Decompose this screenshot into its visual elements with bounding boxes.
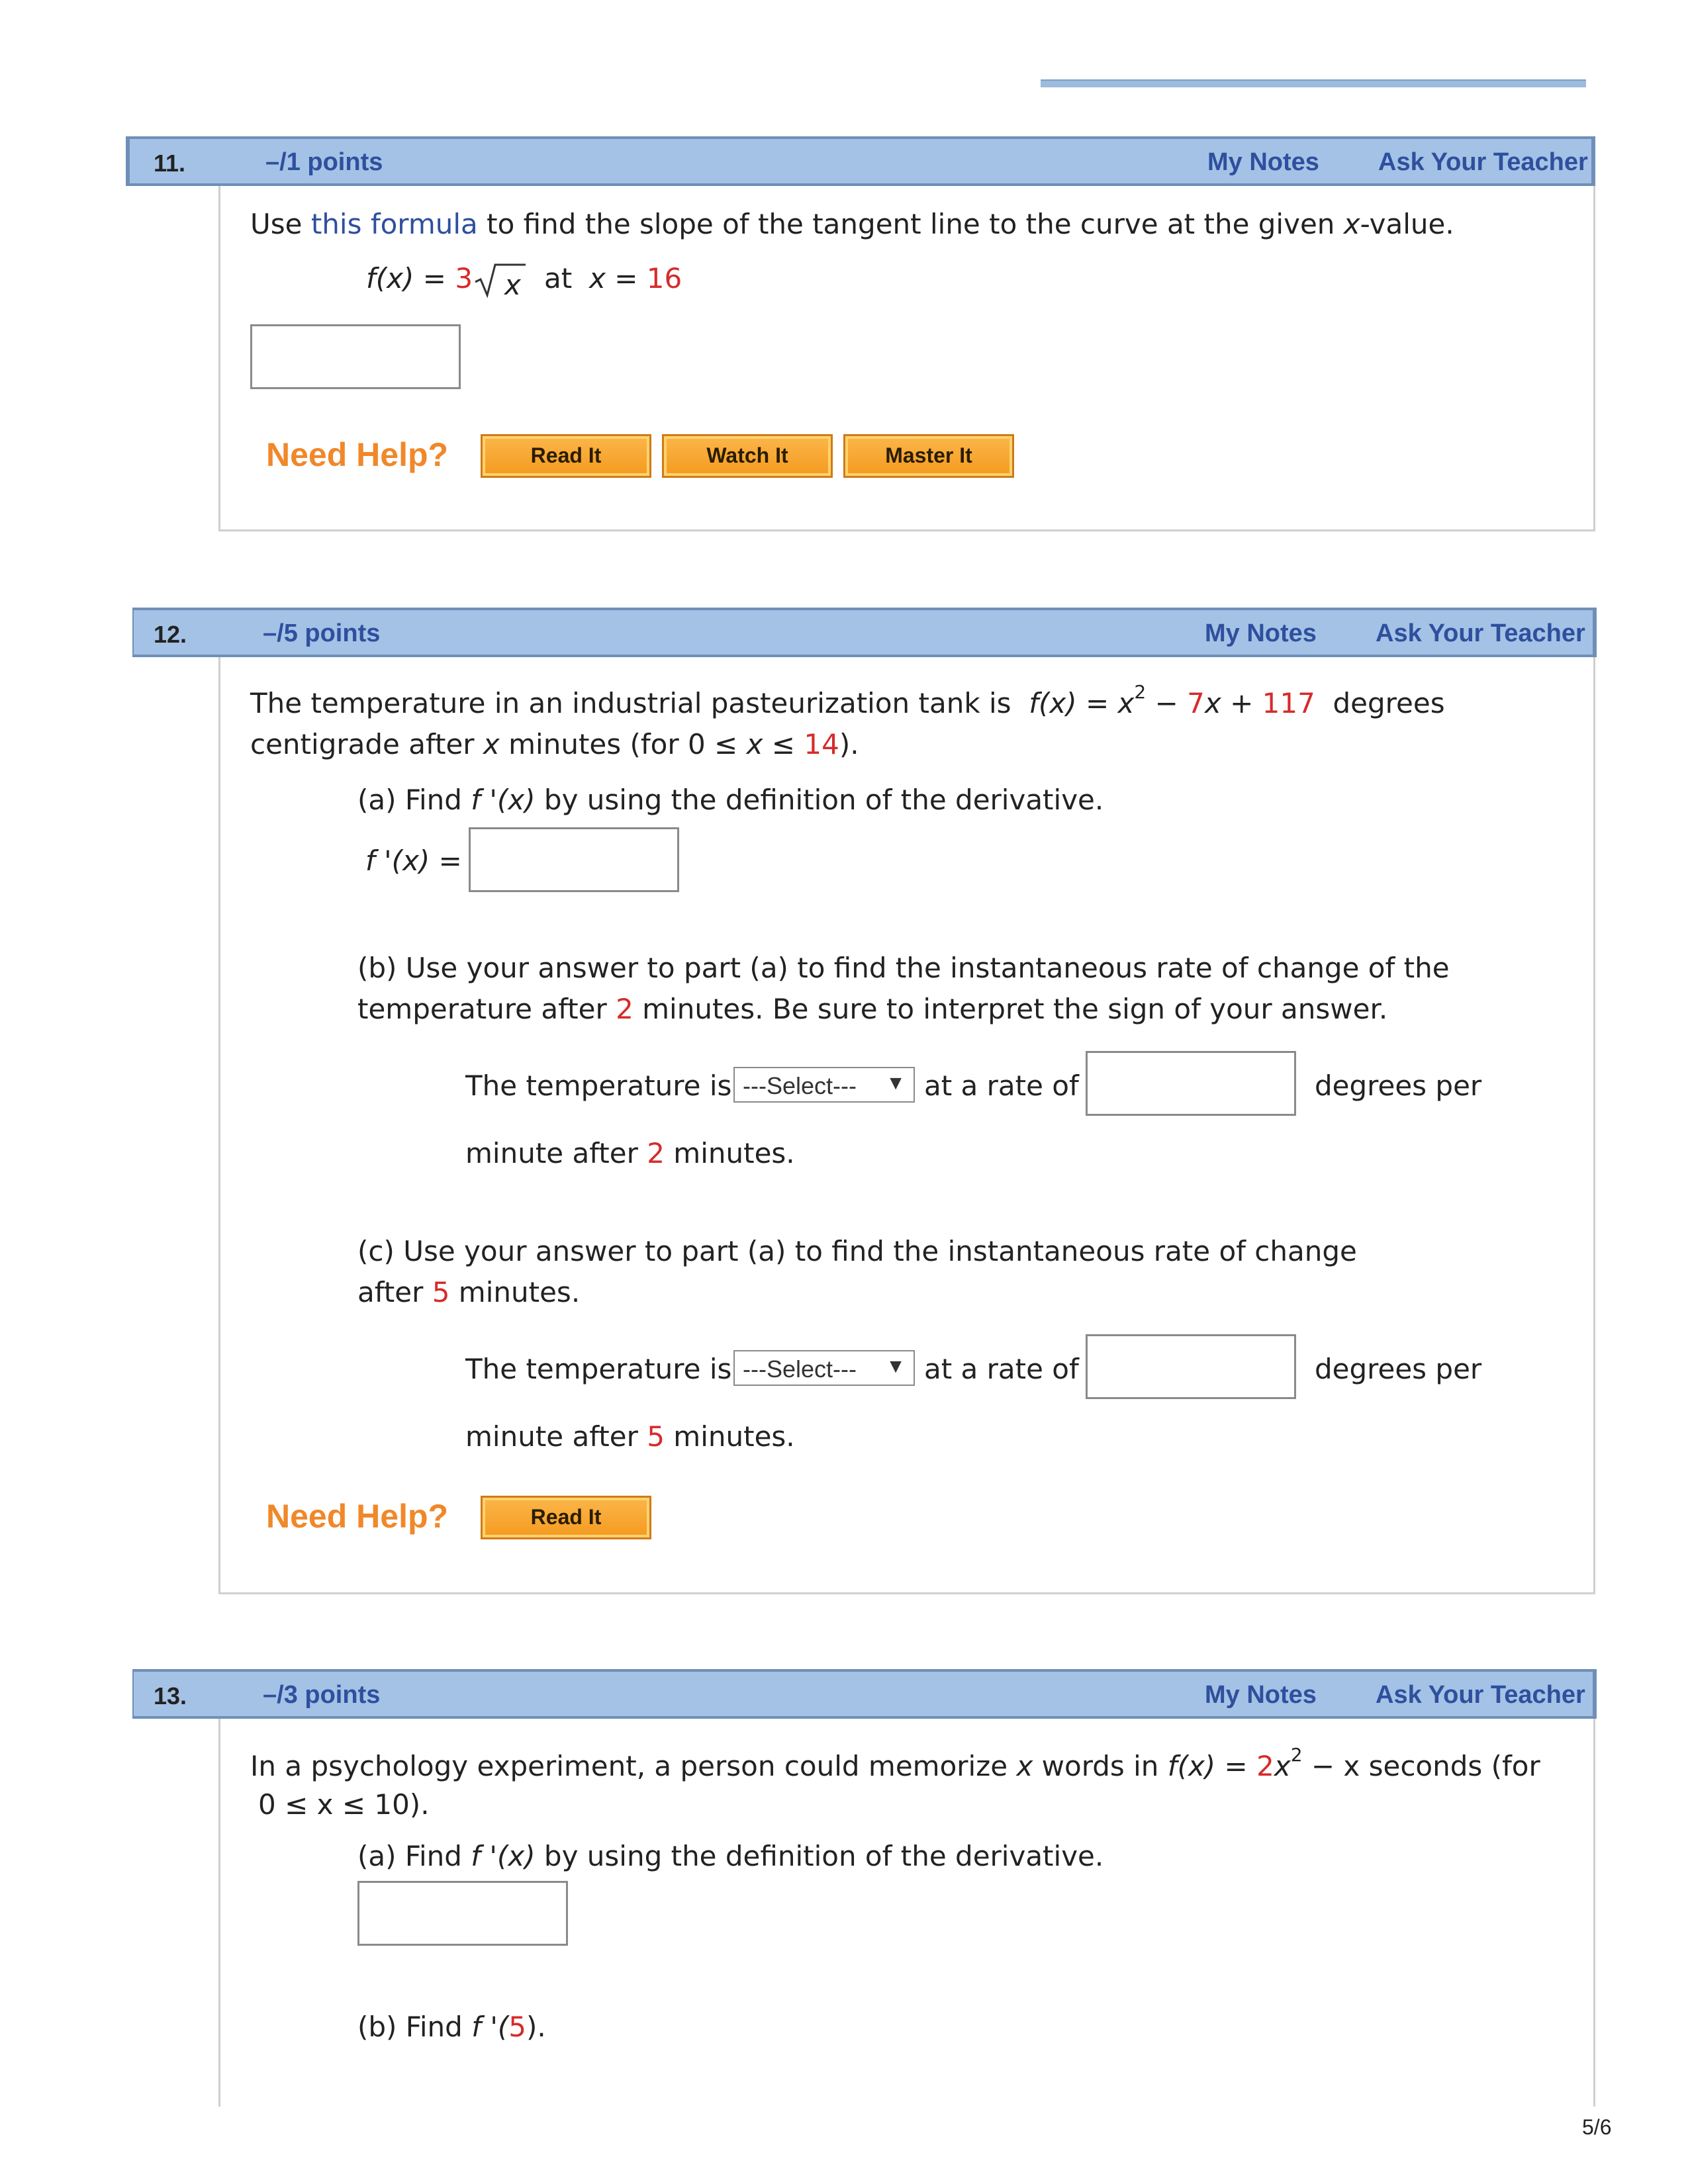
temperature-is-label: The temperature is — [465, 1069, 732, 1102]
answer-input[interactable] — [250, 324, 461, 389]
dropdown-arrow-icon: ▼ — [886, 1355, 906, 1377]
part-c-rate-input[interactable] — [1086, 1334, 1296, 1399]
question-11-header — [126, 136, 1595, 186]
watch-it-button[interactable]: Watch It — [662, 434, 833, 478]
part-c-direction-select[interactable]: ---Select--- ▼ — [733, 1350, 915, 1386]
part-a-answer-input[interactable] — [357, 1881, 568, 1946]
question-number: 12. — [154, 621, 187, 648]
part-b-prompt-line-1: (b) Use your answer to part (a) to find the instantaneous rate of change of the — [357, 952, 1450, 984]
my-notes-link[interactable]: My Notes — [1207, 148, 1319, 176]
ask-your-teacher-link[interactable]: Ask Your Teacher — [1376, 1681, 1585, 1709]
read-it-button[interactable]: Read It — [481, 434, 651, 478]
question-12-intro-line-1: The temperature in an industrial pasteurization tank is $f(x) = x^2 - 7x + 117$ degrees — [250, 681, 1445, 719]
question-13-header — [132, 1669, 1597, 1719]
degrees-per-label: degrees per — [1315, 1353, 1482, 1385]
question-number: 13. — [154, 1682, 187, 1709]
question-13-intro-line-2: 0 ≤ x ≤ 10). — [258, 1788, 430, 1821]
question-13-intro-line-1: In a psychology experiment, a person could memorize x words in $f(x) = 2x^2 - x$ seconds (for — [250, 1744, 1540, 1782]
dropdown-arrow-icon: ▼ — [886, 1072, 906, 1094]
x-equals: x = 16 — [589, 262, 682, 295]
read-it-button[interactable]: Read It — [481, 1496, 651, 1539]
top-rule — [1041, 79, 1586, 87]
need-help-label: Need Help? — [266, 1498, 449, 1535]
question-11-prompt: Use this formula to find the slope of the tangent line to the curve at the given x-value. — [250, 208, 1454, 240]
page-number: 5/6 — [1582, 2115, 1612, 2139]
part-a-prompt: (a) Find f '(x) by using the definition of the derivative. — [357, 784, 1104, 816]
formula-link[interactable]: this formula — [310, 208, 478, 240]
part-b-prompt: (b) Find f '(5). — [357, 2011, 546, 2043]
ask-your-teacher-link[interactable]: Ask Your Teacher — [1378, 148, 1588, 176]
degrees-per-label: degrees per — [1315, 1069, 1482, 1102]
question-12-intro-line-2: centigrade after x minutes (for 0 ≤ x ≤ 14). — [250, 728, 859, 760]
question-number: 11. — [154, 150, 186, 177]
question-points: –/1 points — [265, 148, 383, 176]
part-c-prompt-line-1: (c) Use your answer to part (a) to find the instantaneous rate of change — [357, 1235, 1357, 1267]
radicand: x — [504, 269, 521, 301]
question-12-header — [132, 608, 1597, 657]
my-notes-link[interactable]: My Notes — [1205, 619, 1317, 647]
question-points: –/3 points — [263, 1681, 381, 1709]
ask-your-teacher-link[interactable]: Ask Your Teacher — [1376, 619, 1585, 647]
part-a-answer-input[interactable] — [469, 827, 679, 892]
fprime-label: f '(x) = — [365, 844, 462, 877]
need-help-label: Need Help? — [266, 436, 449, 473]
question-11-function: f(x) = 3 — [366, 262, 473, 295]
rate-of-label: at a rate of — [924, 1069, 1079, 1102]
part-a-prompt: (a) Find f '(x) by using the definition of the derivative. — [357, 1840, 1104, 1872]
rate-of-label: at a rate of — [924, 1353, 1079, 1385]
part-b-direction-select[interactable]: ---Select--- ▼ — [733, 1067, 915, 1103]
master-it-button[interactable]: Master It — [843, 434, 1014, 478]
part-c-prompt-line-2: after 5 minutes. — [357, 1276, 581, 1308]
question-points: –/5 points — [263, 619, 381, 647]
part-b-rate-input[interactable] — [1086, 1051, 1296, 1116]
part-b-prompt-line-2: temperature after 2 minutes. Be sure to interpret the sign of your answer. — [357, 993, 1388, 1025]
minute-after-label: minute after 2 minutes. — [465, 1137, 795, 1169]
temperature-is-label: The temperature is — [465, 1353, 732, 1385]
at-label: at — [544, 262, 573, 295]
my-notes-link[interactable]: My Notes — [1205, 1681, 1317, 1709]
minute-after-label: minute after 5 minutes. — [465, 1420, 795, 1453]
